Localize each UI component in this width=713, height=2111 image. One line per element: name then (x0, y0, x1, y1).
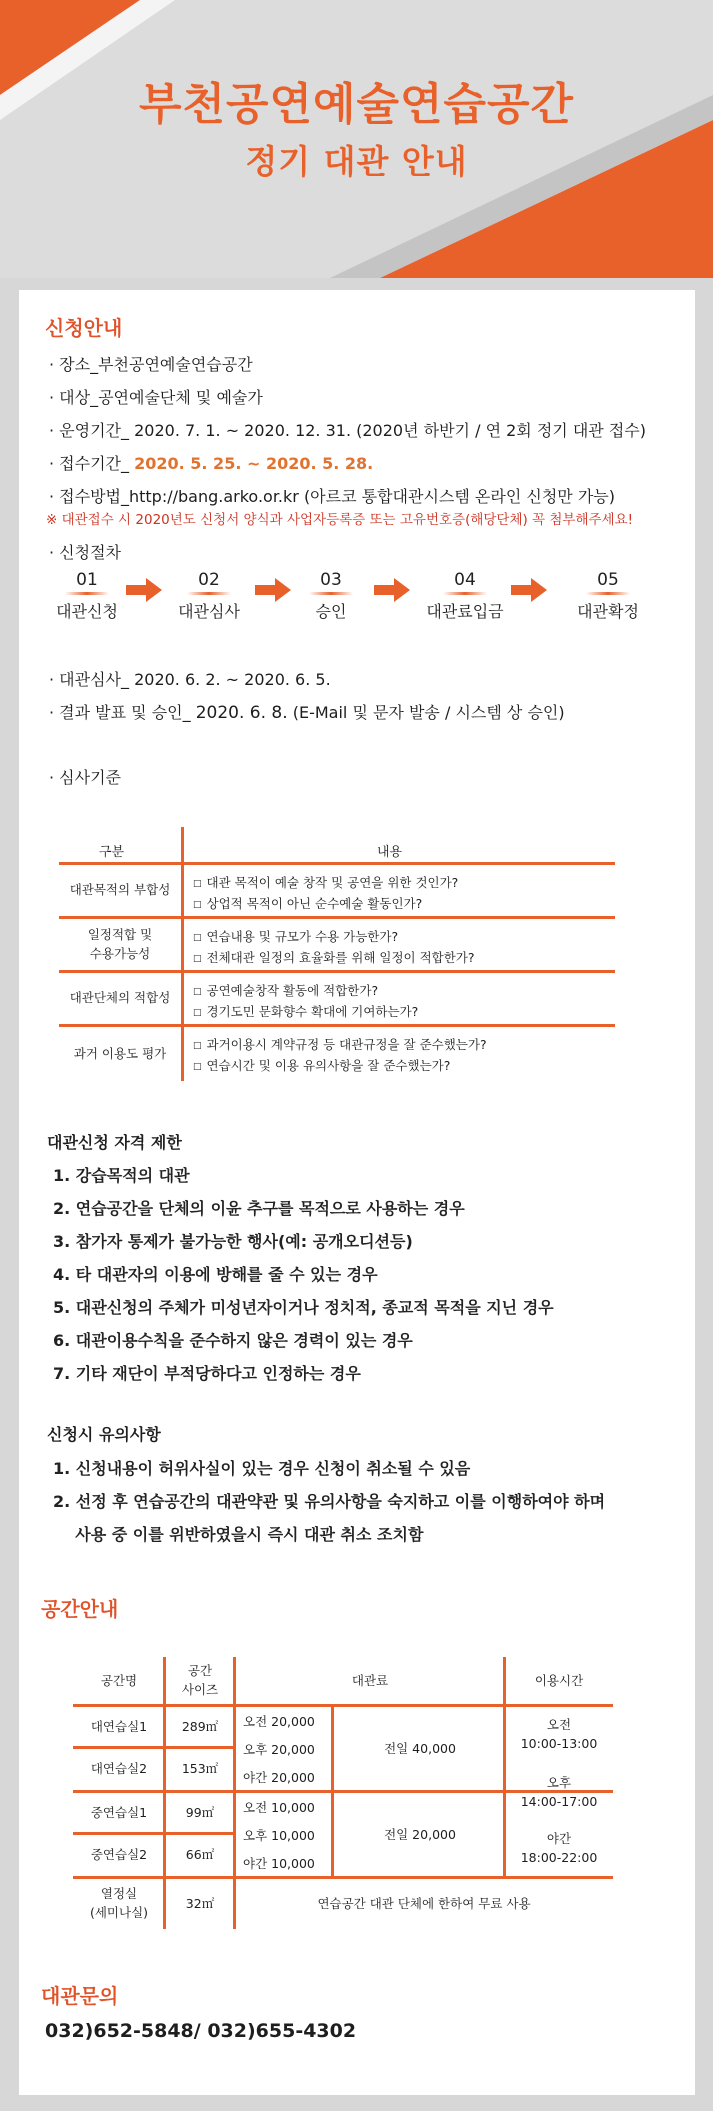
room-size: 99㎡ (185, 1804, 215, 1820)
list-item: 6. 대관이용수칙을 준수하지 않은 경력이 있는 경우 (53, 1331, 413, 1350)
room-size: 153㎡ (181, 1760, 219, 1776)
info-period: · 운영기간_ 2020. 7. 1. ~ 2020. 12. 31. (2020년 하반기 / 연 2회 정기 대관 접수) (49, 421, 646, 440)
process-step-2: 02 대관심사 (178, 570, 240, 621)
room-size: 66㎡ (185, 1846, 215, 1862)
list-item: 7. 기타 재단이 부적당하다고 인정하는 경우 (53, 1364, 361, 1383)
criteria-label: · 심사기준 (49, 768, 121, 787)
process-step-4: 04 대관료입금 (426, 570, 504, 621)
list-item: 4. 타 대관자의 이용에 방해를 줄 수 있는 경우 (53, 1265, 378, 1284)
page-subtitle: 정기 대관 안내 (245, 142, 468, 181)
result-announcement: · 결과 발표 및 승인_ 2020. 6. 8. (E-Mail 및 문자 발송 / 시스템 상 승인) (49, 703, 565, 723)
room-name: 열정실 (세미나실) (89, 1886, 149, 1920)
process-label: · 신청절차 (49, 543, 121, 562)
table-row: 과거 이용도 평가 □ 과거이용시 계약규정 등 대관규정을 잘 준수했는가? □ 연습시간 및 이용 유의사항을 잘 준수했는가? (59, 1027, 615, 1081)
time-slot: 야간 18:00-22:00 (520, 1831, 598, 1865)
space-header-name: 공간명 (100, 1672, 138, 1688)
criteria-header: 구분 내용 (59, 827, 615, 865)
process-step-5: 05 대관확정 (577, 570, 639, 621)
space-table (73, 1657, 613, 1942)
arrow-right-icon (374, 578, 410, 602)
time-slot: 오전 10:00-13:00 (520, 1717, 598, 1751)
fee-item: 오후 20,000 (243, 1741, 315, 1757)
room-name: 대연습실1 (90, 1718, 148, 1734)
arrow-right-icon (126, 578, 162, 602)
list-item: 5. 대관신청의 주체가 미성년자이거나 정치적, 종교적 목적을 지닌 경우 (53, 1298, 554, 1317)
list-item: 3. 참가자 통제가 불가능한 행사(예: 공개오디션등) (53, 1232, 413, 1251)
process-step-1: 01 대관신청 (56, 570, 118, 621)
contact-phones: 032)652-5848/ 032)655-4302 (45, 2020, 357, 2042)
time-slot: 오후 14:00-17:00 (520, 1775, 598, 1809)
fee-item: 오전 20,000 (243, 1713, 315, 1729)
table-row: 일정적합 및 수용가능성 □ 연습내용 및 규모가 수용 가능한가? □ 전체대관 일정의 효율화를 위해 일정이 적합한가? (59, 919, 615, 973)
info-target: · 대상_공연예술단체 및 예술가 (49, 388, 263, 407)
info-place: · 장소_부천공연예술연습공간 (49, 355, 253, 374)
attachment-warning: ※ 대관접수 시 2020년도 신청서 양식과 사업자등록증 또는 고유번호증(해당단체) 꼭 첨부해주세요! (46, 512, 634, 528)
content-panel (19, 290, 695, 2095)
room-name: 중연습실1 (90, 1804, 148, 1820)
process-step-3: 03 승인 (301, 570, 361, 622)
space-header-fee: 대관료 (351, 1672, 389, 1688)
criteria-table (59, 827, 615, 1081)
fee-fullday: 전일 40,000 (384, 1740, 456, 1756)
receipt-period-highlight: 2020. 5. 25. ~ 2020. 5. 28. (134, 454, 374, 473)
list-item: 2. 연습공간을 단체의 이윤 추구를 목적으로 사용하는 경우 (53, 1199, 465, 1218)
fee-item: 오전 10,000 (243, 1799, 315, 1815)
table-row: 대관단체의 적합성 □ 공연예술창작 활동에 적합한가? □ 경기도민 문화향수 확대에 기여하는가? (59, 973, 615, 1027)
seminar-note: 연습공간 대관 단체에 한하여 무료 사용 (317, 1895, 531, 1911)
room-name: 대연습실2 (90, 1760, 148, 1776)
restrictions-heading: 대관신청 자격 제한 (47, 1133, 182, 1152)
arrow-right-icon (511, 578, 547, 602)
header-banner (0, 0, 713, 278)
arrow-right-icon (255, 578, 291, 602)
list-item: 2. 선정 후 연습공간의 대관약관 및 유의사항을 숙지하고 이를 이행하여야 하며 (53, 1492, 606, 1511)
table-row: 대관목적의 부합성 □ 대관 목적이 예술 창작 및 공연을 위한 것인가? □ 상업적 목적이 아닌 순수예술 활동인가? (59, 865, 615, 919)
fee-fullday: 전일 20,000 (384, 1826, 456, 1842)
review-period: · 대관심사_ 2020. 6. 2. ~ 2020. 6. 5. (49, 670, 331, 689)
notes-heading: 신청시 유의사항 (47, 1425, 161, 1444)
apply-heading: 신청안내 (45, 316, 123, 340)
contact-heading: 대관문의 (41, 1984, 119, 2008)
room-size: 289㎡ (181, 1718, 219, 1734)
fee-item: 오후 10,000 (243, 1827, 315, 1843)
room-name: 중연습실2 (90, 1846, 148, 1862)
list-item: 1. 강습목적의 대관 (53, 1166, 190, 1185)
space-header-size: 공간 사이즈 (181, 1663, 219, 1697)
info-method: · 접수방법_http://bang.arko.or.kr (아르코 통합대관시스템 온라인 신청만 가능) (49, 487, 615, 506)
space-header-time: 이용시간 (534, 1672, 584, 1688)
list-item: 사용 중 이를 위반하였을시 즉시 대관 취소 조치함 (53, 1525, 424, 1544)
info-receipt-period: · 접수기간_ 2020. 5. 25. ~ 2020. 5. 28. (49, 454, 374, 473)
room-size: 32㎡ (185, 1895, 215, 1911)
space-heading: 공간안내 (41, 1597, 119, 1621)
page-title: 부천공연예술연습공간 (138, 79, 575, 130)
list-item: 1. 신청내용이 허위사실이 있는 경우 신청이 취소될 수 있음 (53, 1459, 471, 1478)
fee-item: 야간 20,000 (243, 1769, 315, 1785)
fee-item: 야간 10,000 (243, 1855, 315, 1871)
